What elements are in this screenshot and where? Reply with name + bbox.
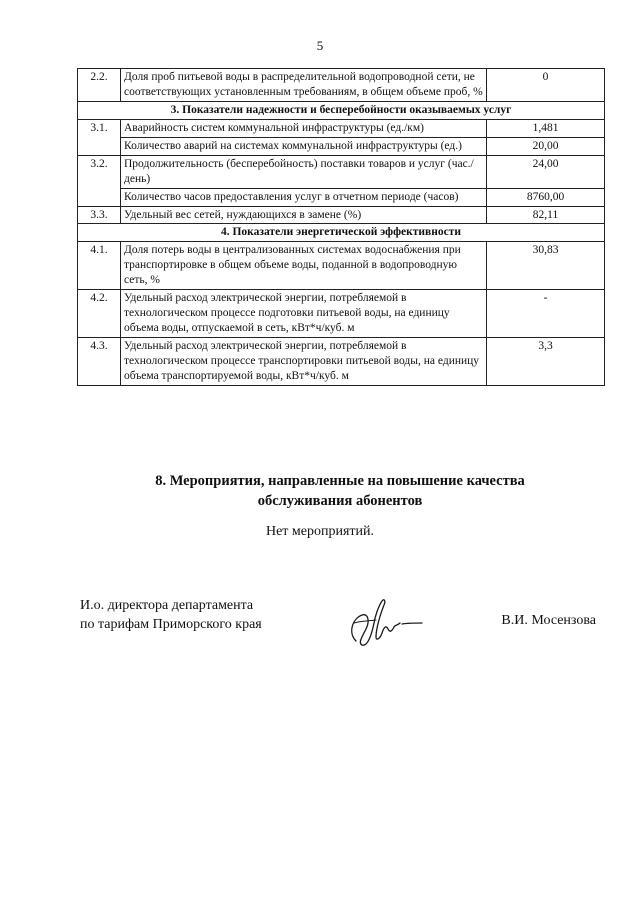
indicator-name: Аварийность систем коммунальной инфраструктуры (ед./км)	[121, 119, 487, 137]
table-row	[78, 137, 605, 155]
row-number: 2.2.	[78, 69, 121, 102]
section-row	[78, 224, 605, 242]
indicator-name: Продолжительность (бесперебойность) поставки товаров и услуг (час./день)	[121, 155, 487, 188]
indicator-value: -	[487, 290, 605, 338]
indicator-value: 24,00	[487, 155, 605, 188]
table-row	[78, 206, 605, 224]
indicator-name: Доля потерь воды в централизованных системах водоснабжения при транспортировке в общем объеме воды, поданной в водопроводную сеть, %	[121, 242, 487, 290]
signer-title	[80, 597, 262, 635]
indicator-value: 1,481	[487, 119, 605, 137]
signer-title-line: по тарифам Приморского края	[80, 616, 262, 632]
indicator-name: Удельный расход электрической энергии, потребляемой в технологическом процессе подготовки питьевой воды, на единицу объема воды, отпускаемой в сеть, кВт*ч/куб. м	[121, 290, 487, 338]
indicator-value: 3,3	[487, 338, 605, 386]
table-row	[78, 188, 605, 206]
indicator-name: Удельный расход электрической энергии, потребляемой в технологическом процессе транспортировки питьевой воды, на единицу объема транспортируемой воды, кВт*ч/куб. м	[121, 338, 487, 386]
indicators-table	[77, 68, 605, 386]
table-row	[78, 290, 605, 338]
indicator-name: Удельный вес сетей, нуждающихся в замене (%)	[121, 206, 487, 224]
indicator-name: Доля проб питьевой воды в распределительной водопроводной сети, не соответствующих установленным требованиям, в общем объеме проб, %	[121, 69, 487, 102]
indicator-value: 8760,00	[487, 188, 605, 206]
row-number: 3.2.	[78, 155, 121, 206]
indicator-name: Количество аварий на системах коммунальной инфраструктуры (ед.)	[121, 137, 487, 155]
indicator-name: Количество часов предоставления услуг в отчетном периоде (часов)	[121, 188, 487, 206]
table-row	[78, 338, 605, 386]
page-number: 5	[316, 38, 324, 53]
indicator-value: 0	[487, 69, 605, 102]
section-row	[78, 101, 605, 119]
row-number: 4.1.	[78, 242, 121, 290]
row-number: 3.3.	[78, 206, 121, 224]
row-number: 3.1.	[78, 119, 121, 155]
signer-title-line: И.о. директора департамента	[80, 598, 254, 613]
row-number: 4.2.	[78, 290, 121, 338]
section-heading-line: 8. Мероприятия, направленные на повышение качества	[155, 473, 525, 489]
row-number: 4.3.	[78, 338, 121, 386]
indicator-value: 30,83	[487, 242, 605, 290]
section-heading	[80, 471, 600, 512]
handwritten-signature	[338, 593, 428, 653]
section-title: 4. Показатели энергетической эффективности	[78, 224, 605, 242]
signer-name: В.И. Мосензова	[501, 613, 596, 628]
table-row	[78, 155, 605, 188]
table-row	[78, 69, 605, 102]
indicator-value: 20,00	[487, 137, 605, 155]
section-heading-line: обслуживания абонентов	[257, 493, 423, 510]
indicator-value: 82,11	[487, 206, 605, 224]
table-row	[78, 242, 605, 290]
section-title: 3. Показатели надежности и бесперебойности оказываемых услуг	[78, 101, 605, 119]
section-body: Нет мероприятий.	[265, 524, 375, 539]
table-row	[78, 119, 605, 137]
